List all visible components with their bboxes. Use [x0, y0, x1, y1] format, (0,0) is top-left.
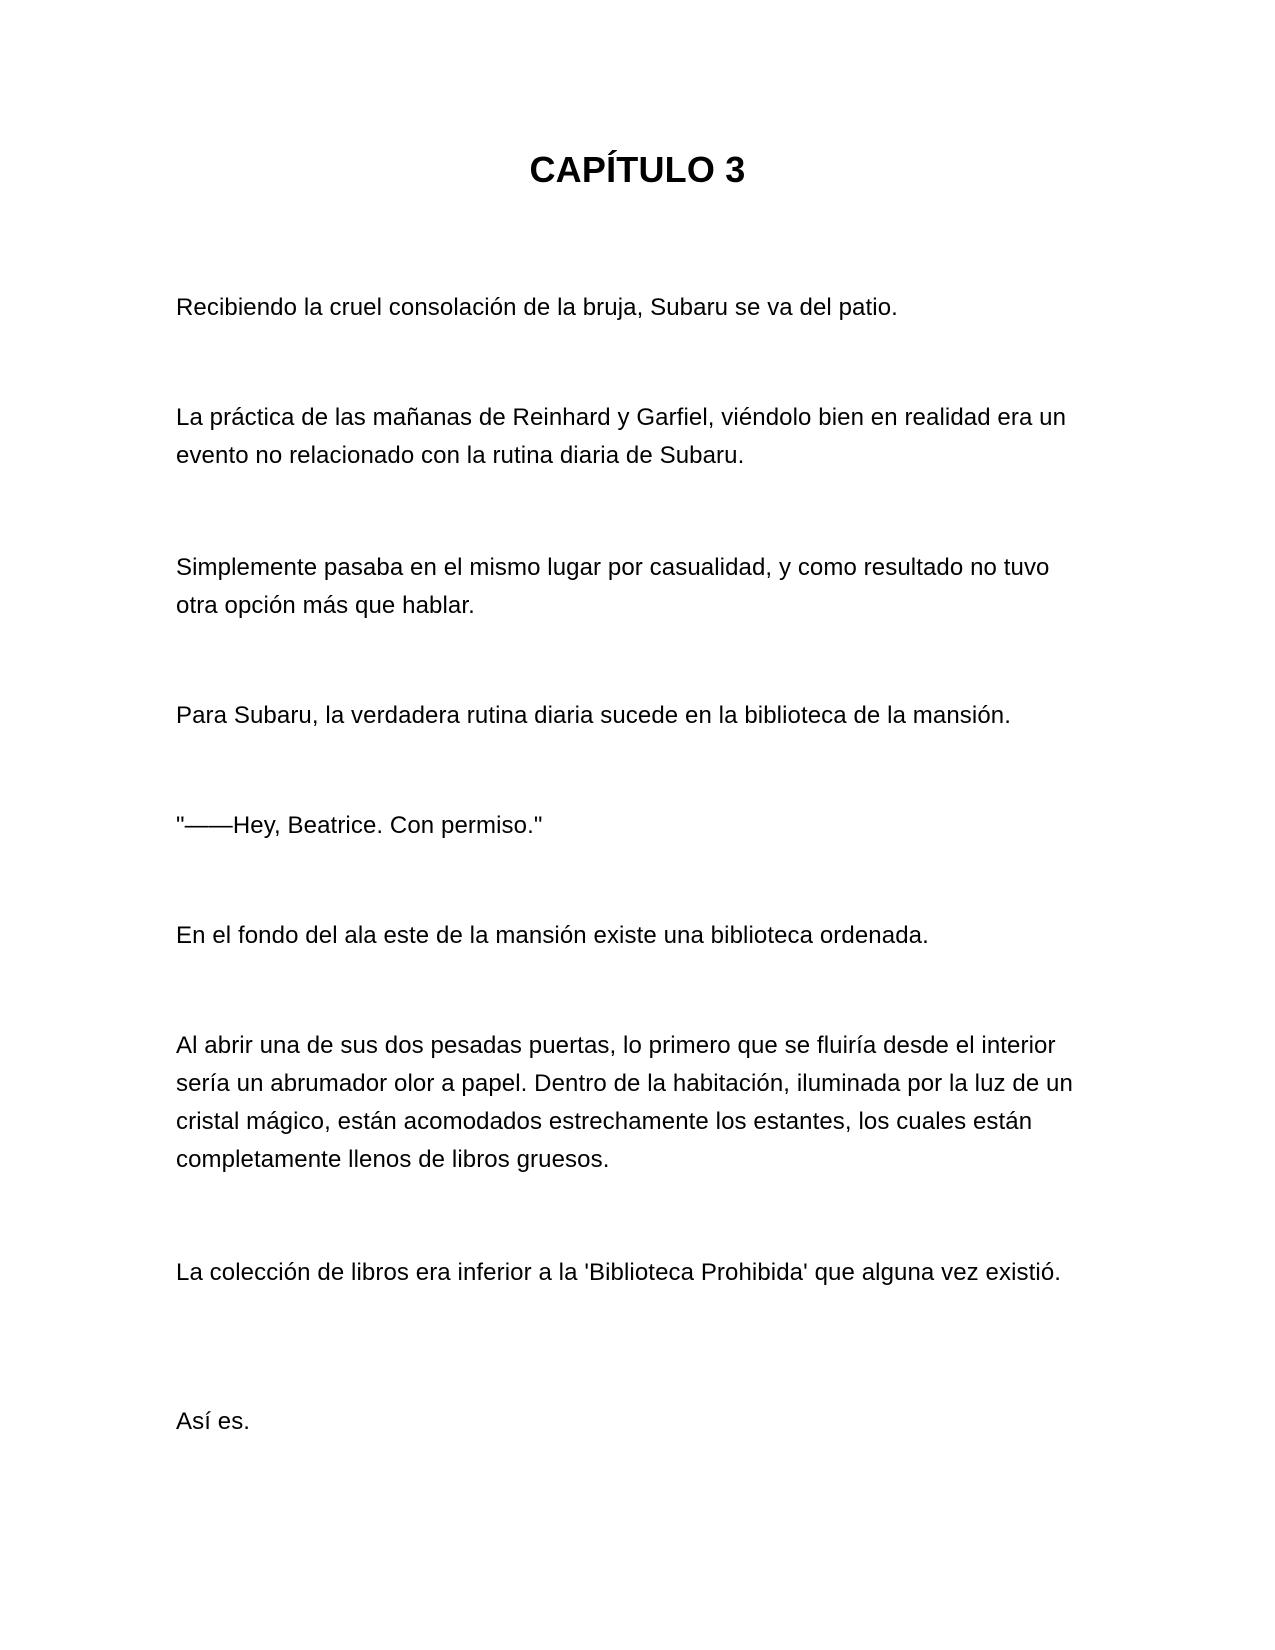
paragraph: Así es.	[176, 1408, 251, 1435]
paragraph: La colección de libros era inferior a la 'Biblioteca Prohibida' que alguna vez existió.	[176, 1259, 1062, 1286]
paragraph: Recibiendo la cruel consolación de la bruja, Subaru se va del patio.	[176, 294, 898, 321]
dialogue-line: "——Hey, Beatrice. Con permiso."	[176, 812, 543, 839]
chapter-title: CAPÍTULO 3	[529, 149, 746, 190]
paragraph: Simplemente pasaba en el mismo lugar por casualidad, y como resultado no tuvo otra opción más que hablar.	[176, 554, 1050, 619]
paragraph: Para Subaru, la verdadera rutina diaria sucede en la biblioteca de la mansión.	[176, 702, 1011, 729]
paragraph: La práctica de las mañanas de Reinhard y Garfiel, viéndolo bien en realidad era un evento no relacionado con la rutina diaria de Subaru.	[176, 404, 1067, 469]
paragraph: Al abrir una de sus dos pesadas puertas, lo primero que se fluiría desde el interior sería un abrumador olor a papel. Dentro de la habitación, iluminada por la luz de un cristal mágico, están acomodados estrechamente los estantes, los cuales están completamente llenos de libros gruesos.	[176, 1032, 1073, 1173]
paragraph: En el fondo del ala este de la mansión existe una biblioteca ordenada.	[176, 922, 929, 949]
